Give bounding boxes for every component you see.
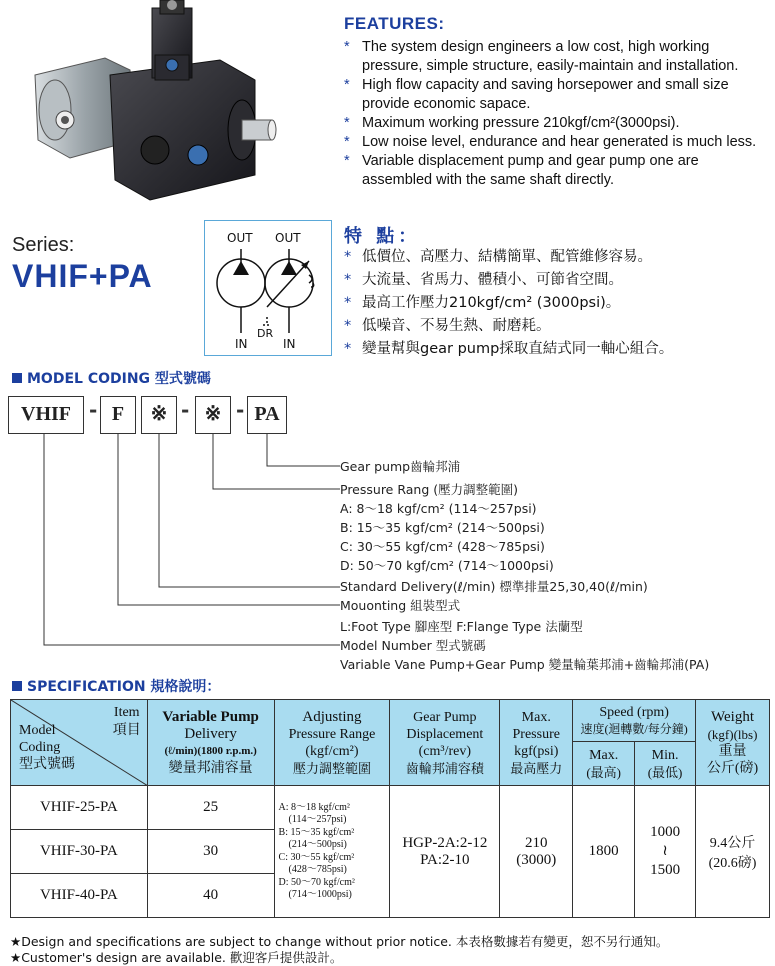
symbol-in1: IN xyxy=(235,337,248,351)
feature-item: * Maximum working pressure 210kgf/cm²(3000psi). xyxy=(344,115,680,131)
feature-cn-item: * 低噪音、不易生熱、耐磨耗。 xyxy=(344,315,774,338)
cell-max-pressure: 210 (3000) xyxy=(500,786,573,918)
feature-cn-item: * 大流量、省馬力、體積小、可節省空間。 xyxy=(344,269,774,292)
symbol-out1: OUT xyxy=(227,231,253,245)
coding-pressure-c: C: 30～55 kgf/cm² (428～785psi) xyxy=(340,539,545,554)
cell-model: VHIF-30-PA xyxy=(11,830,148,874)
symbol-dr: DR xyxy=(257,327,274,340)
square-bullet-icon xyxy=(12,373,22,383)
feature-cn-item: * 低價位、高壓力、結構簡單、配管維修容易。 xyxy=(344,246,774,269)
symbol-out2: OUT xyxy=(275,231,301,245)
header-delivery: Variable Pump Delivery (ℓ/min)(1800 r.p.m.) 變量邦浦容量 xyxy=(147,700,274,786)
cell-speed-max: 1800 xyxy=(573,786,635,918)
asterisk-icon: * xyxy=(344,295,352,311)
asterisk-icon: * xyxy=(344,318,352,334)
features-title: FEATURES: xyxy=(344,14,445,33)
cell-model: VHIF-25-PA xyxy=(11,786,148,830)
code-box-vhif: VHIF xyxy=(8,396,84,434)
coding-pressure-a: A: 8～18 kgf/cm² (114～257psi) xyxy=(340,501,537,516)
cell-gear-displacement: HGP-2A:2-12 PA:2-10 xyxy=(390,786,500,918)
header-model-cn: 型式號碼 xyxy=(19,757,75,772)
coding-pressure-b: B: 15～35 kgf/cm² (214～500psi) xyxy=(340,520,545,535)
square-bullet-icon xyxy=(12,681,22,691)
coding-pressure-rang: Pressure Rang (壓力調整範圍) xyxy=(340,482,519,497)
header-gear-pump: Gear Pump Displacement (cm³/rev) 齒輪邦浦容積 xyxy=(390,700,500,786)
code-dash: - xyxy=(236,398,245,422)
coding-variable-vane: Variable Vane Pump+Gear Pump 變量輪葉邦浦+齒輪邦浦(PA) xyxy=(340,657,710,672)
coding-mounting: Mouonting 組裝型式 xyxy=(340,598,461,613)
feature-cn-item: * 變量幫與gear pump採取直結式同一軸心組合。 xyxy=(344,338,774,361)
series-label: Series: xyxy=(12,234,75,256)
header-max-pressure: Max. Pressure kgf(psi) 最高壓力 xyxy=(500,700,573,786)
note-customer-design: ★Customer's design are available. 歡迎客戶提供設計。 xyxy=(10,950,343,965)
feature-item: * The system design engineers a low cost, high working pressure, simple structure, easily-maintain and installation. xyxy=(344,39,739,74)
asterisk-icon: * xyxy=(344,341,352,357)
series-name: VHIF+PA xyxy=(12,258,153,294)
code-dash: - xyxy=(181,398,190,422)
cell-delivery: 25 xyxy=(147,786,274,830)
header-coding: Coding xyxy=(19,740,61,755)
header-speed-min: Min. (最低) xyxy=(635,742,696,786)
asterisk-icon: * xyxy=(344,249,352,265)
features-cn-title: 特 點： xyxy=(344,226,421,247)
coding-model-number: Model Number 型式號碼 xyxy=(340,638,486,653)
specification-title: SPECIFICATION 規格說明： xyxy=(12,676,220,696)
specification-table xyxy=(10,699,770,918)
features-list xyxy=(344,38,772,190)
header-item: Item xyxy=(113,705,140,720)
code-box-delivery: ※ xyxy=(141,396,177,434)
coding-standard-delivery: Standard Delivery(ℓ/min) 標準排量25,30,40(ℓ/min) xyxy=(340,579,648,594)
feature-cn-item: * 最高工作壓力210kgf/cm² (3000psi)。 xyxy=(344,292,774,315)
cell-delivery: 40 xyxy=(147,874,274,918)
header-speed-max: Max. (最高) xyxy=(573,742,635,786)
cell-delivery: 30 xyxy=(147,830,274,874)
header-model-coding xyxy=(11,700,148,786)
code-box-mounting: F xyxy=(100,396,136,434)
asterisk-icon: * xyxy=(344,272,352,288)
note-design-change: ★Design and specifications are subject to change without prior notice. 本表格數據若有變更，恕不另行通知。 xyxy=(10,934,669,949)
code-box-pa: PA xyxy=(247,396,287,434)
features-cn-list xyxy=(344,246,774,361)
feature-item: * Low noise level, endurance and hear generated is much less. xyxy=(344,134,757,150)
code-dash: - xyxy=(89,398,98,422)
coding-pressure-d: D: 50～70 kgf/cm² (714～1000psi) xyxy=(340,558,554,573)
product-photo xyxy=(10,0,330,205)
asterisk-icon: * xyxy=(344,77,350,93)
header-model: Model xyxy=(19,723,56,738)
cell-speed-min: 1000 ≀ 1500 xyxy=(635,786,696,918)
cell-weight: 9.4公斤 (20.6磅) xyxy=(696,786,770,918)
asterisk-icon: * xyxy=(344,134,350,150)
asterisk-icon: * xyxy=(344,153,350,169)
hydraulic-symbol xyxy=(204,220,332,356)
coding-gear-pump: Gear pump齒輪邦浦 xyxy=(340,459,461,474)
feature-item: * High flow capacity and saving horsepower and small size provide economic sapace. xyxy=(344,77,729,112)
symbol-in2: IN xyxy=(283,337,296,351)
header-adjusting: Adjusting Pressure Range (kgf/cm²) 壓力調整範圍 xyxy=(274,700,390,786)
cell-model: VHIF-40-PA xyxy=(11,874,148,918)
header-item-cn: 項目 xyxy=(112,723,141,738)
code-box-pressure: ※ xyxy=(195,396,231,434)
coding-mounting-types: L:Foot Type 腳座型 F:Flange Type 法蘭型 xyxy=(340,619,583,634)
table-row xyxy=(11,786,770,830)
feature-item: * Variable displacement pump and gear pump one are assembled with the same shaft directly. xyxy=(344,153,699,188)
coding-connector-lines xyxy=(0,434,345,654)
asterisk-icon: * xyxy=(344,115,350,131)
header-speed: Speed (rpm) 速度(迴轉數/每分鐘) xyxy=(573,700,696,742)
asterisk-icon: * xyxy=(344,39,350,55)
header-weight: Weight (kgf)(lbs) 重量 公斤(磅) xyxy=(696,700,770,786)
model-coding-title: MODEL CODING 型式號碼 xyxy=(12,368,211,388)
cell-pressure-ranges: A: 8～18 kgf/cm² (114～257psi) B: 15～35 kgf/cm² (214～500psi) C: 30～55 kgf/cm² (428～785psi) D: 50～70 kgf/cm² (714～1000psi) xyxy=(274,786,390,918)
